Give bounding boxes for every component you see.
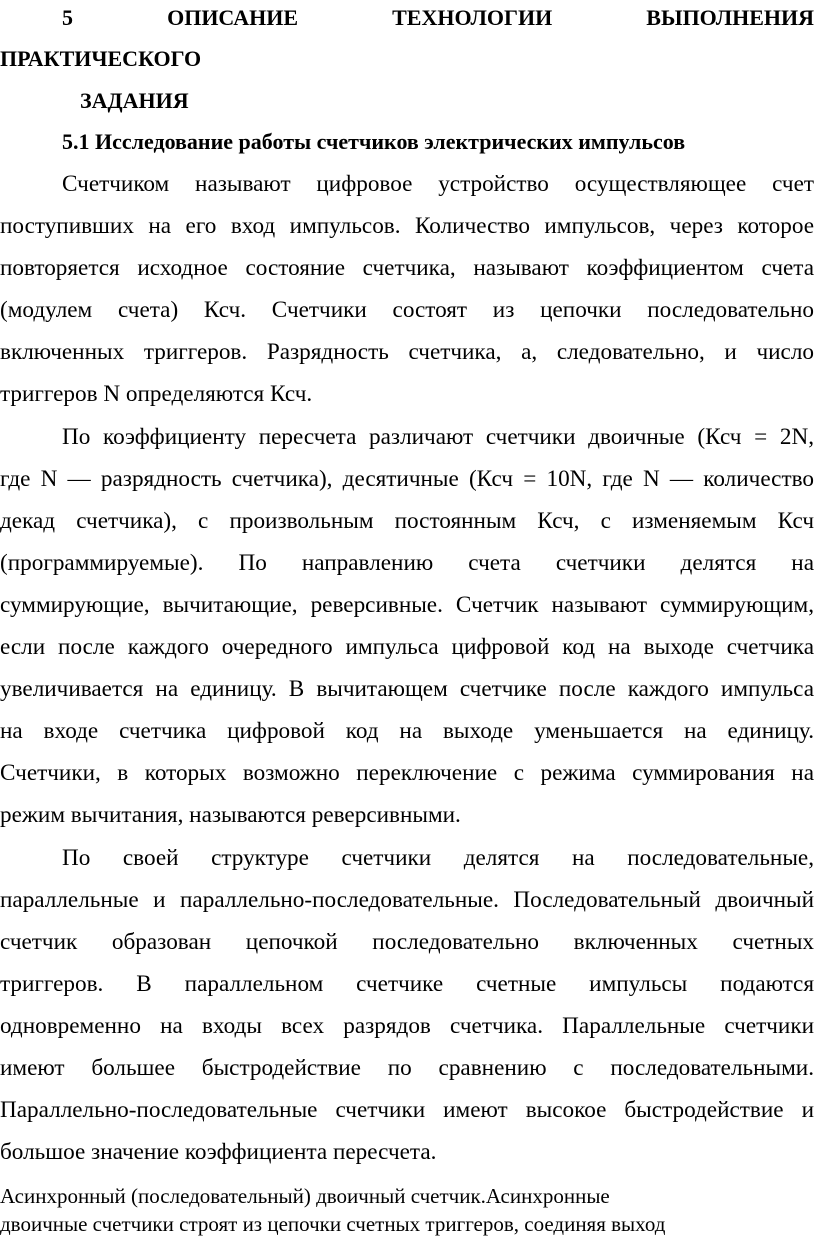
- paragraph-3-line: параллельные и параллельно-последовательные. Последовательный двоичный: [0, 887, 814, 913]
- paragraph-3-line: Параллельно-последовательные счетчики имеют высокое быстродействие и: [0, 1097, 814, 1123]
- paragraph-2-line: режим вычитания, называются реверсивными.: [0, 802, 461, 828]
- paragraph-3-line: имеют большее быстродействие по сравнению с последовательными.: [0, 1055, 814, 1081]
- heading-word: ВЫПОЛНЕНИЯ: [646, 5, 814, 30]
- paragraph-1-line: триггеров N определяются Ксч.: [0, 381, 313, 407]
- paragraph-2-line: декад счетчика), с произвольным постоянным Ксч, с изменяемым Ксч: [0, 508, 814, 534]
- paragraph-3-line: одновременно на входы всех разрядов счетчика. Параллельные счетчики: [0, 1013, 814, 1039]
- paragraph-2-line: увеличивается на единицу. В вычитающем счетчике после каждого импульса: [0, 676, 814, 702]
- paragraph-3-line: большое значение коэффициента пересчета.: [0, 1139, 437, 1165]
- paragraph-1-line: включенных триггеров. Разрядность счетчика, а, следовательно, и число: [0, 339, 814, 365]
- section-heading-line-1: [62, 3, 814, 33]
- section-heading-line-3: ЗАДАНИЯ: [80, 88, 189, 113]
- paragraph-3-line: счетчик образован цепочкой последовательно включенных счетных: [0, 929, 814, 955]
- paragraph-2-line: (программируемые). По направлению счета счетчики делятся на: [0, 550, 814, 576]
- paragraph-2-line: если после каждого очередного импульса цифровой код на выходе счетчика: [0, 634, 814, 660]
- paragraph-1-line: повторяется исходное состояние счетчика, называют коэффициентом счета: [0, 255, 814, 281]
- paragraph-1-line: поступивших на его вход импульсов. Количество импульсов, через которое: [0, 213, 814, 239]
- paragraph-3-line: По своей структуре счетчики делятся на последовательные,: [62, 845, 814, 871]
- heading-word: 5: [62, 5, 73, 30]
- paragraph-2-line: где N — разрядность счетчика), десятичные (Ксч = 10N, где N — количество: [0, 466, 814, 492]
- paragraph-2-line: суммирующие, вычитающие, реверсивные. Счетчик называют суммирующим,: [0, 592, 814, 618]
- tail-line: двоичные счетчики строят из цепочки счетных триггеров, соединяя выход: [0, 1212, 666, 1236]
- paragraph-3-line: триггеров. В параллельном счетчике счетные импульсы подаются: [0, 971, 814, 997]
- heading-word: ОПИСАНИЕ: [167, 5, 299, 30]
- paragraph-2-line: По коэффициенту пересчета различают счетчики двоичные (Ксч = 2N,: [62, 424, 814, 450]
- tail-line: Асинхронный (последовательный) двоичный счетчик.Асинхронные: [0, 1184, 610, 1208]
- section-heading-line-2: ПРАКТИЧЕСКОГО: [0, 46, 202, 71]
- subsection-heading: 5.1 Исследование работы счетчиков электрических импульсов: [62, 129, 686, 154]
- paragraph-1-line: (модулем счета) Ксч. Счетчики состоят из цепочки последовательно: [0, 297, 814, 323]
- paragraph-1-line: Счетчиком называют цифровое устройство осуществляющее счет: [62, 171, 814, 197]
- heading-word: ТЕХНОЛОГИИ: [392, 5, 553, 30]
- paragraph-2-line: Счетчики, в которых возможно переключение с режима суммирования на: [0, 760, 814, 786]
- paragraph-2-line: на входе счетчика цифровой код на выходе уменьшается на единицу.: [0, 718, 814, 744]
